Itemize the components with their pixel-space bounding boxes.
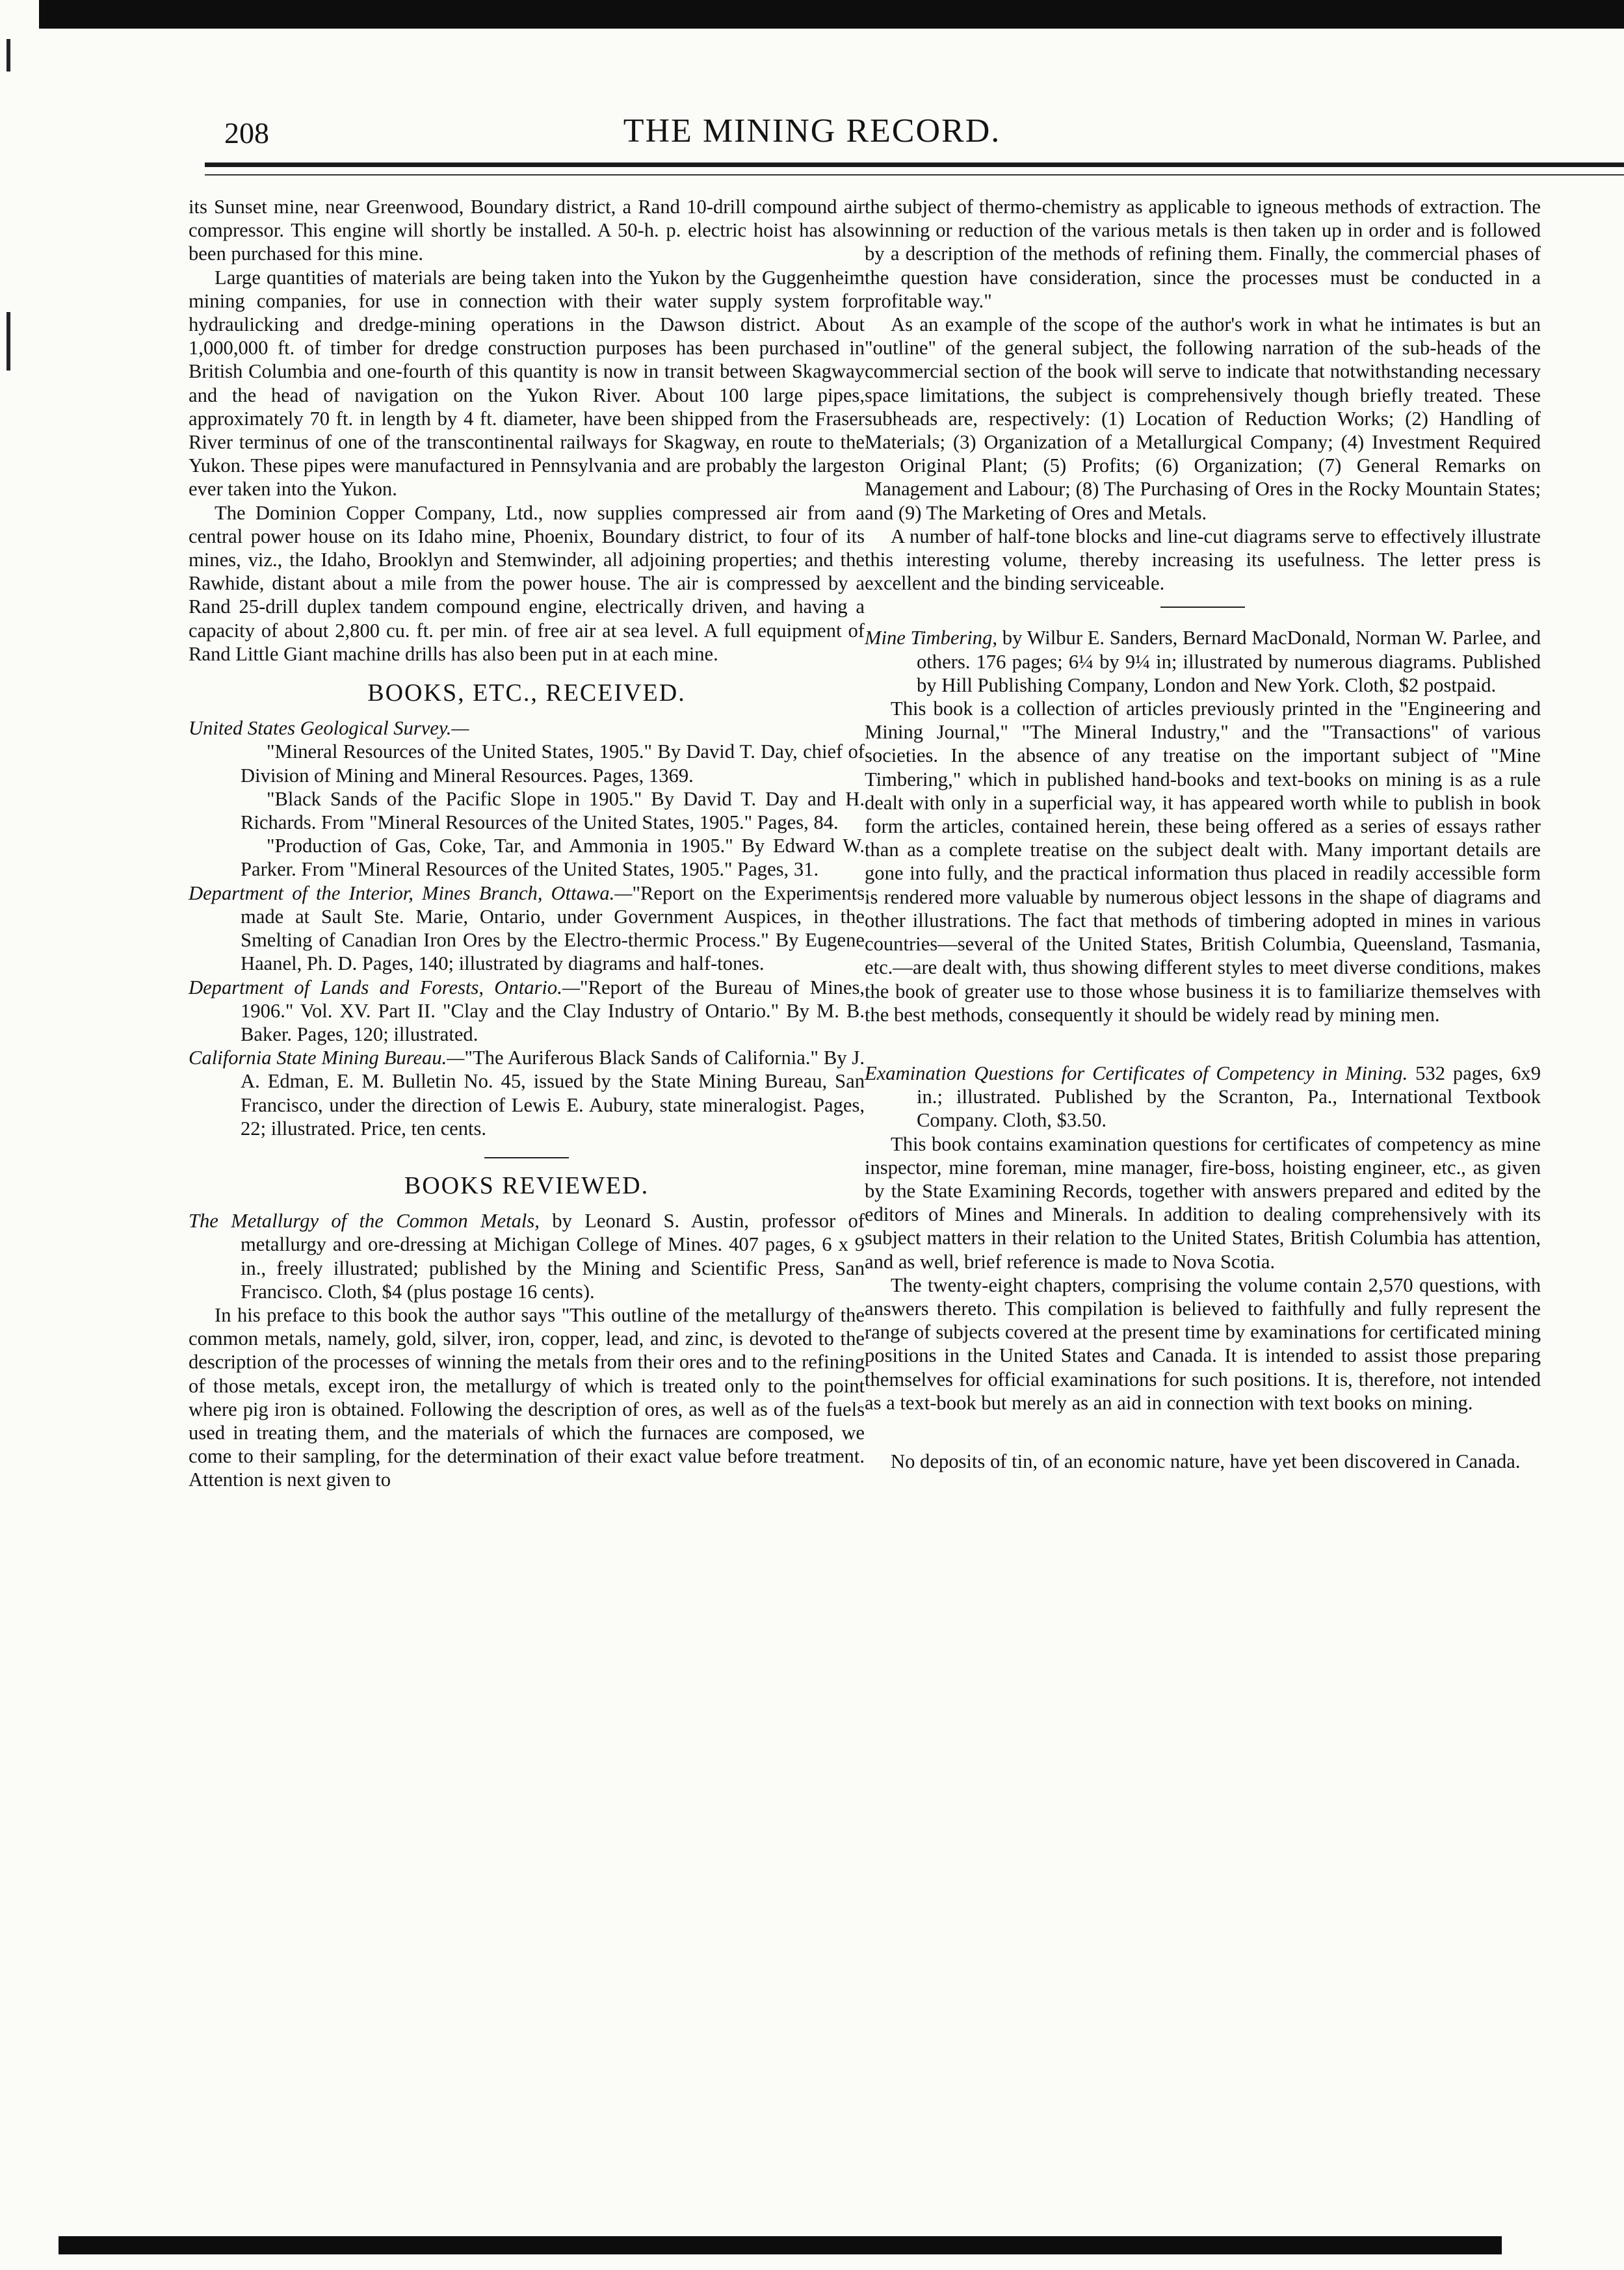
page-number: 208 xyxy=(224,116,269,150)
divider xyxy=(484,1157,569,1158)
paragraph: No deposits of tin, of an economic nature, have yet been discovered in Canada. xyxy=(891,1450,1521,1472)
spacer xyxy=(865,1415,1541,1450)
divider xyxy=(1160,607,1245,608)
entry-label: United States Geological Survey.— xyxy=(189,717,469,740)
paragraph: the subject of thermo-chemistry as applicable to igneous methods of extraction. The winning or reduction of the various metals is then taken up in order and is followed by a description of the methods of refining them. Finally, the commercial phases of the question have consideration, since the processes must be conducted in a profitable way." xyxy=(865,196,1541,312)
paragraph: As an example of the scope of the author's work in what he intimates is but an "outline" of the general subject, the following narration of the sub-heads of the commercial section of the book will serve to indicate that notwithstanding necessary space limitations, the subject is comprehensively though briefly treated. These subheads are, respectively: (1) Location of Reduction Works; (2) Handling of Materials; (3) Organization of a Metallurgical Company; (4) Investment Required on Original Plant; (5) Profits; (6) Organization; (7) General Remarks on Management and Labour; (8) The Purchasing of Ores in the Rocky Mountain States; and (9) The Marketing of Ores and Metals. xyxy=(865,313,1541,524)
paragraph: The twenty-eight chapters, comprising the volume contain 2,570 questions, with answers thereto. This compilation is believed to faithfully and fully represent the range of subjects covered at the present time by examinations for certificated mining positions in the United States and Canada. It is intended to assist those preparing themselves for official examinations for such positions. It is, therefore, not intended as a text-book but merely as an aid in connection with text books on mining. xyxy=(865,1273,1541,1414)
entry xyxy=(189,976,865,1047)
scan-edge-top xyxy=(39,0,1624,29)
book-citation: by Leonard S. Austin, professor of metallurgy and ore-dressing at Michigan College of Mines. 407 pages, 6 x 9 in., freely illustrated; published by the Mining and Scientific Press, San Francisco. Cloth, $4 (plus postage 16 cents). xyxy=(241,1210,865,1303)
paragraph: This book is a collection of articles previously printed in the "Engineering and Mining Journal," "The Mineral Industry," and the "Transactions" of various societies. In the absence of any treatise on the important subject of "Mine Timbering," which in published hand-books and text-books on mining is as a rule dealt with only in a superficial way, it has appeared worth while to publish in book form the articles, contained herein, these being offered as a series of essays rather than as a complete treatise on the subject dealt with. Many important details are gone into fully, and the practical information thus placed in readily accessible form is rendered more valuable by numerous object lessons in the shape of diagrams and other illustrations. The fact that methods of timbering adopted in mines in various countries—several of the United States, British Columbia, Queensland, Tasmania, etc.—are dealt with, thus showing different styles to meet diverse conditions, makes the book of greater use to those whose business it is to familiarize themselves with the best methods, consequently it should be widely read by mining men. xyxy=(865,698,1541,1026)
left-column xyxy=(189,195,865,1492)
entry-text: "The Auriferous Black Sands of California." By J. A. Edman, E. M. Bulletin No. 45, issued by the State Mining Bureau, San Francisco, under the direction of Lewis E. Aubury, state mineralogist. Pages, 22; illustrated. Price, ten cents. xyxy=(241,1047,865,1140)
header-rule xyxy=(205,163,1624,167)
paragraph: Large quantities of materials are being taken into the Yukon by the Guggenheim mining companies, for use in connection with their water supply system for hydraulicking and dredge-mining operations in the Dawson district. About 1,000,000 ft. of timber for dredge construction purposes has been purchased in British Columbia and one-fourth of this quantity is now in transit between Skagway and the head of navigation on the Yukon River. About 100 large pipes, approximately 70 ft. in length by 4 ft. diameter, have been shipped from the Fraser River terminus of one of the transcontinental railways for Skagway, en route to the Yukon. These pipes were manufactured in Pennsylvania and are probably the largest ever taken into the Yukon. xyxy=(189,266,865,501)
entry-label: California State Mining Bureau.— xyxy=(189,1047,465,1069)
book-title: Mine Timbering, xyxy=(865,627,998,649)
scan-mark xyxy=(7,312,10,371)
paragraph: its Sunset mine, near Greenwood, Boundary district, a Rand 10-drill compound air compressor. This engine will shortly be installed. A 50-h. p. electric hoist has also been purchased for this mine. xyxy=(189,196,865,265)
entry-label: Department of Lands and Forests, Ontario.— xyxy=(189,976,581,998)
paragraph: The Dominion Copper Company, Ltd., now supplies compressed air from a central power house on its Idaho mine, Phoenix, Boundary district, to four of its mines, viz., the Idaho, Brooklyn and Stemwinder, all adjoining properties; and the Rawhide, distant about a mile from the power house. The air is compressed by a Rand 25-drill duplex tandem compound engine, electrically driven, and having a capacity of about 2,800 cu. ft. per min. of free air at sea level. A full equipment of Rand Little Giant machine drills has also been put in at each mine. xyxy=(189,501,865,665)
right-column xyxy=(865,195,1541,1473)
entry-label: Department of the Interior, Mines Branch, Ottawa.— xyxy=(189,881,633,904)
entry-text: "Black Sands of the Pacific Slope in 1905." By David T. Day and H. Richards. From "Mineral Resources of the United States, 1905." Pages, 84. xyxy=(241,787,865,834)
scan-mark xyxy=(7,39,10,72)
entry xyxy=(189,881,865,976)
paragraph: This book contains examination questions for certificates of competency as mine inspector, mine foreman, mine manager, fire-boss, hoisting engineer, etc., as given by the State Examining Records, together with answers prepared and edited by the editors of Mines and Minerals. In addition to dealing comprehensively with its subject matters in their relation to the United States, British Columbia has attention, and as well, brief reference is made to Nova Scotia. xyxy=(865,1132,1541,1273)
book-title: Examination Questions for Certificates of Competency in Mining. xyxy=(865,1062,1408,1084)
entry-text: "Mineral Resources of the United States, 1905." By David T. Day, chief of Division of Mining and Mineral Resources. Pages, 1369. xyxy=(241,740,865,787)
paragraph: In his preface to this book the author says "This outline of the metallurgy of the common metals, namely, gold, silver, iron, copper, lead, and zinc, is devoted to the description of the processes of winning the metals from their ores and to the refining of those metals, except iron, the metallurgy of which is treated only to the point where pig iron is obtained. Following the description of ores, as well as of the fuels used in treating them, and the materials of which the furnaces are composed, we come to their sampling, for the determination of their exact value before treatment. Attention is next given to xyxy=(189,1303,865,1491)
book-title: The Metallurgy of the Common Metals, xyxy=(189,1210,540,1233)
entry-text: "Report of the Bureau of Mines, 1906." Vol. XV. Part II. "Clay and the Clay Industry of Ontario." By M. B. Baker. Pages, 120; illustrated. xyxy=(241,976,865,1045)
book-citation: 532 pages, 6x9 in.; illustrated. Published by the Scranton, Pa., International Textbook Company. Cloth, $3.50. xyxy=(917,1062,1541,1132)
paragraph: A number of half-tone blocks and line-cut diagrams serve to effectively illustrate this interesting volume, thereby increasing its usefulness. The letter press is excellent and the binding serviceable. xyxy=(865,525,1541,595)
entry-text: "Report on the Experiments made at Sault Ste. Marie, Ontario, under Government Auspices, in the Smelting of Canadian Iron Ores by the Electro-thermic Process." By Eugene Haanel, Ph. D. Pages, 140; illustrated by diagrams and half-tones. xyxy=(241,881,865,975)
entry xyxy=(189,1046,865,1140)
running-head: THE MINING RECORD. xyxy=(623,112,1001,150)
section-heading-books-reviewed: BOOKS REVIEWED. xyxy=(404,1171,649,1199)
book-citation: by Wilbur E. Sanders, Bernard MacDonald, Norman W. Parlee, and others. 176 pages; 6¼ by 9¼ in; illustrated by numerous diagrams. Published by Hill Publishing Company, London and New York. Cloth, $2 postpaid. xyxy=(917,627,1541,696)
entry-text: "Production of Gas, Coke, Tar, and Ammonia in 1905." By Edward W. Parker. From "Mineral Resources of the United States, 1905." Pages, 31. xyxy=(241,835,865,881)
header-rule-thin xyxy=(205,174,1624,176)
section-heading-books-received: BOOKS, ETC., RECEIVED. xyxy=(367,679,686,707)
scan-edge-bottom xyxy=(59,2236,1502,2254)
spacer xyxy=(865,1026,1541,1062)
